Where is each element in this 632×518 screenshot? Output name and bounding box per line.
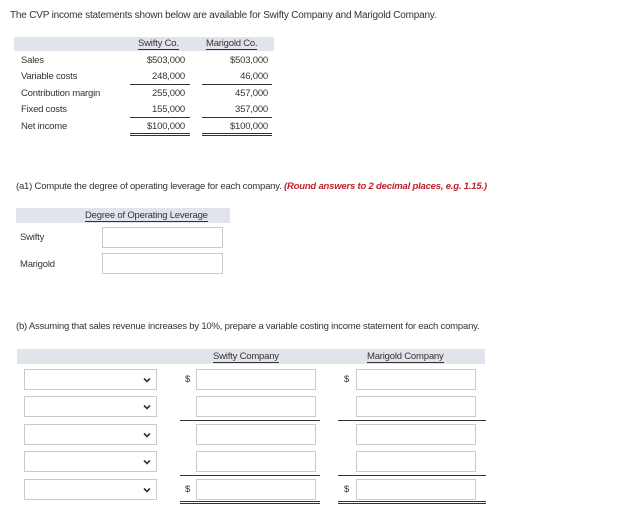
cvp-row-label: Sales [21, 55, 44, 66]
cvp-underline [202, 117, 272, 118]
marigold-amount-input[interactable] [356, 396, 476, 417]
dollar-sign: $ [185, 374, 191, 385]
dol-row-label-swifty: Swifty [20, 232, 45, 243]
question-a1 [16, 181, 487, 192]
marigold-amount-input[interactable] [356, 369, 476, 390]
line-item-select[interactable] [24, 369, 157, 390]
dollar-sign: $ [344, 484, 350, 495]
cvp-row-label: Contribution margin [21, 88, 101, 99]
cvp-row-label: Net income [21, 121, 68, 132]
cvp-underline [130, 84, 190, 85]
cvp-underline [202, 84, 272, 85]
dol-table-header [16, 208, 230, 223]
cvp-marigold-value: 357,000 [235, 104, 268, 115]
marigold-amount-input[interactable] [356, 424, 476, 445]
dol-row-label-marigold: Marigold [20, 259, 55, 270]
cvp-col-marigold: Marigold Co. [206, 38, 258, 49]
line-item-select[interactable] [24, 451, 157, 472]
question-b: (b) Assuming that sales revenue increases by 10%, prepare a variable costing income statement for each company. [16, 321, 480, 332]
statement-underline [338, 420, 486, 421]
statement-underline [180, 475, 320, 476]
statement-double-underline [180, 501, 320, 504]
cvp-marigold-value: 46,000 [240, 71, 268, 82]
intro-text: The CVP income statements shown below are available for Swifty Company and Marigold Company. [10, 10, 437, 21]
header-swifty-company: Swifty Company [213, 351, 279, 362]
cvp-col-swifty: Swifty Co. [138, 38, 179, 49]
question-a1-instruction: (Round answers to 2 decimal places, e.g. 1.15.) [283, 181, 487, 192]
line-item-select[interactable] [24, 396, 157, 417]
chevron-down-icon [142, 402, 152, 412]
statement-double-underline [338, 501, 486, 504]
dol-input-swifty[interactable] [102, 227, 223, 248]
statement-underline [180, 420, 320, 421]
dollar-sign: $ [344, 374, 350, 385]
marigold-amount-input[interactable] [356, 479, 476, 500]
statement-underline [338, 475, 486, 476]
dol-input-marigold[interactable] [102, 253, 223, 274]
swifty-amount-input[interactable] [196, 479, 316, 500]
line-item-select[interactable] [24, 424, 157, 445]
dollar-sign: $ [185, 484, 191, 495]
cvp-row-label: Variable costs [21, 71, 78, 82]
cvp-swifty-value: 248,000 [152, 71, 185, 82]
cvp-underline [130, 117, 190, 118]
chevron-down-icon [142, 485, 152, 495]
dol-header-label: Degree of Operating Leverage [85, 210, 208, 221]
chevron-down-icon [142, 430, 152, 440]
cvp-double-underline [130, 133, 190, 136]
cvp-marigold-value: $100,000 [229, 121, 268, 132]
cvp-swifty-value: 155,000 [152, 104, 185, 115]
cvp-swifty-value: 255,000 [152, 88, 185, 99]
chevron-down-icon [142, 457, 152, 467]
cvp-swifty-value: $503,000 [146, 55, 185, 66]
swifty-amount-input[interactable] [196, 451, 316, 472]
cvp-double-underline [202, 133, 272, 136]
line-item-select[interactable] [24, 479, 157, 500]
cvp-marigold-value: 457,000 [235, 88, 268, 99]
header-marigold-company: Marigold Company [367, 351, 444, 362]
cvp-row-label: Fixed costs [21, 104, 67, 115]
cvp-marigold-value: $503,000 [229, 55, 268, 66]
marigold-amount-input[interactable] [356, 451, 476, 472]
income-statement-header [17, 349, 485, 364]
chevron-down-icon [142, 375, 152, 385]
swifty-amount-input[interactable] [196, 396, 316, 417]
swifty-amount-input[interactable] [196, 424, 316, 445]
question-a1-text: (a1) Compute the degree of operating leverage for each company. [16, 181, 282, 192]
cvp-swifty-value: $100,000 [146, 121, 185, 132]
swifty-amount-input[interactable] [196, 369, 316, 390]
